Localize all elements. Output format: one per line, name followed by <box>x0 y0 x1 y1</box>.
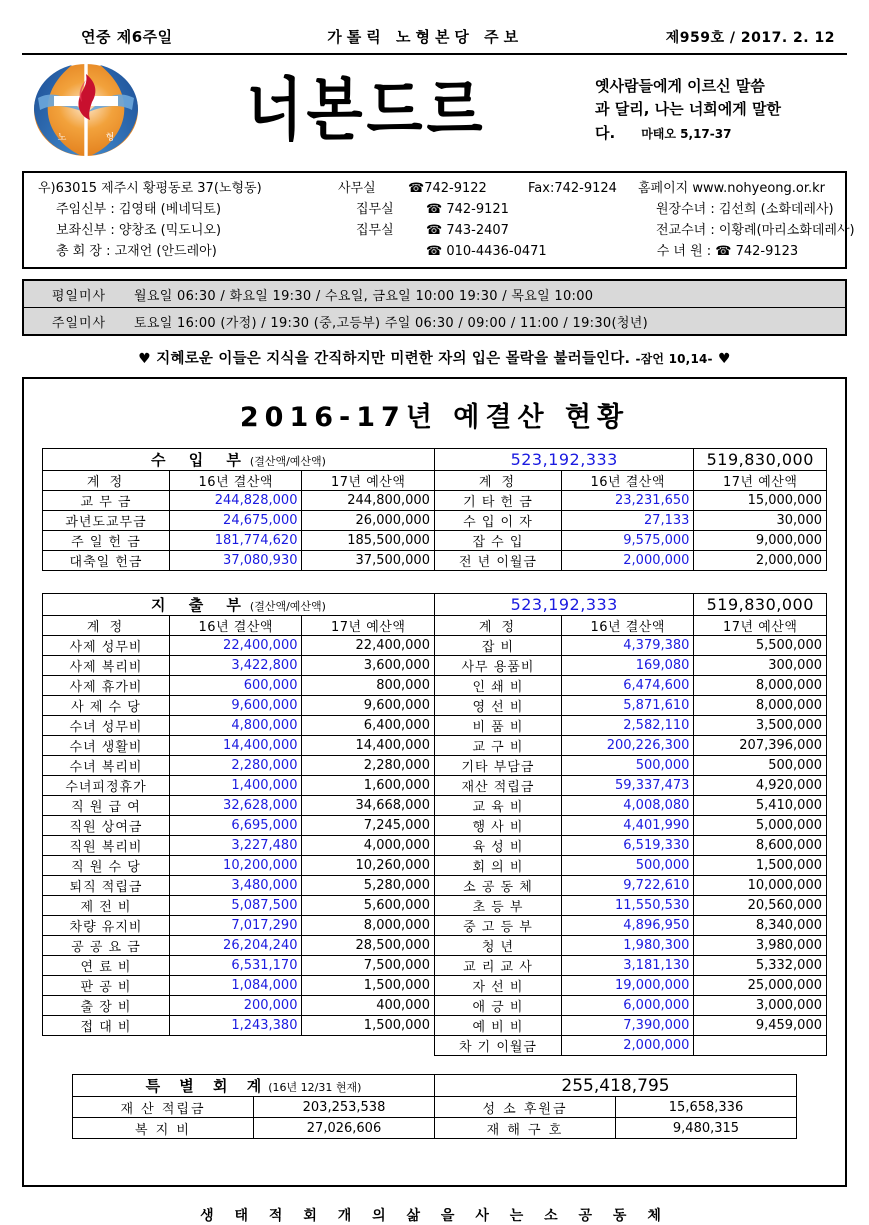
mass-schedule-box <box>22 279 847 336</box>
expense-title-text: 지 출 부 <box>151 596 250 615</box>
office-fax: Fax:742-9124 <box>528 181 617 196</box>
expense-budget-value: 1,600,000 <box>302 776 434 796</box>
expense-settlement-value: 14,400,000 <box>170 736 302 756</box>
table-row <box>43 836 827 856</box>
income-budget-value: 26,000,000 <box>302 511 434 531</box>
special-account-name: 복 지 비 <box>73 1118 254 1139</box>
office-phone-1: ☎742-9122 <box>408 181 487 196</box>
contact-row <box>28 220 855 241</box>
expense-budget-value: 5,410,000 <box>694 796 827 816</box>
special-account-value: 9,480,315 <box>616 1118 797 1139</box>
spacer-cell <box>547 241 657 262</box>
income-account-name: 수 입 이 자 <box>434 511 561 531</box>
table-row <box>43 636 827 656</box>
expense-account-name: 공 공 요 금 <box>43 936 170 956</box>
expense-budget-value: 5,332,000 <box>694 956 827 976</box>
expense-budget-value: 10,000,000 <box>694 876 827 896</box>
mobile-phone: ☎ 010-4436-0471 <box>426 244 547 260</box>
logo-container <box>24 62 148 158</box>
expense-settlement-value: 7,390,000 <box>561 1016 693 1036</box>
expense-settlement-value: 2,280,000 <box>170 756 302 776</box>
office-label-1: 사무실 <box>338 181 376 196</box>
expense-account-name: 출 장 비 <box>43 996 170 1016</box>
income-account-name: 기 타 헌 금 <box>434 491 561 511</box>
associate-pastor-name: 보좌신부 : 양창조 (믹도니오) <box>56 223 222 239</box>
table-row <box>43 876 827 896</box>
expense-title-note: (결산액/예산액) <box>249 600 326 614</box>
weekday-mass-label: 평일미사 <box>51 288 107 304</box>
expense-account-name: 교 구 비 <box>434 736 561 756</box>
contact-row <box>28 178 841 199</box>
expense-account-name: 육 성 비 <box>434 836 561 856</box>
special-account-name: 성 소 후원금 <box>435 1097 616 1118</box>
expense-budget-value: 3,600,000 <box>302 656 434 676</box>
expense-account-name: 중 고 등 부 <box>434 916 561 936</box>
contact-row <box>28 241 841 262</box>
finance-title: 2016-17년 예결산 현황 <box>239 402 630 434</box>
table-row <box>73 1097 797 1118</box>
special-account-table <box>72 1074 797 1139</box>
expense-account-name: 수녀 성무비 <box>43 716 170 736</box>
council-president-name: 총 회 장 : 고재언 (안드레아) <box>56 244 217 260</box>
expense-settlement-value: 11,550,530 <box>561 896 693 916</box>
income-settlement-value: 244,828,000 <box>170 491 302 511</box>
income-settlement-value: 9,575,000 <box>561 531 693 551</box>
parish-emblem-icon <box>32 62 140 158</box>
income-column-header-row <box>43 471 827 491</box>
expense-settlement-value: 6,000,000 <box>561 996 693 1016</box>
table-row <box>43 716 827 736</box>
table-row <box>43 1016 827 1036</box>
expense-budget-value: 3,500,000 <box>694 716 827 736</box>
expense-header-account-left: 계 정 <box>43 616 170 636</box>
table-row <box>43 676 827 696</box>
expense-account-name: 청 년 <box>434 936 561 956</box>
issue-and-date: 제959호 / 2017. 2. 12 <box>665 30 835 46</box>
expense-settlement-value: 200,226,300 <box>561 736 693 756</box>
income-header-budget-left: 17년 예산액 <box>302 471 434 491</box>
income-total-budget: 519,830,000 <box>694 449 827 471</box>
table-row <box>73 1118 797 1139</box>
income-header-account-left: 계 정 <box>43 471 170 491</box>
expense-header-account-right: 계 정 <box>434 616 561 636</box>
income-settlement-value: 27,133 <box>561 511 693 531</box>
expense-account-name <box>43 1036 170 1056</box>
expense-account-name: 소 공 동 체 <box>434 876 561 896</box>
expense-settlement-value: 4,379,380 <box>561 636 693 656</box>
expense-budget-value: 5,000,000 <box>694 816 827 836</box>
expense-budget-value: 14,400,000 <box>302 736 434 756</box>
expense-budget-value <box>302 1036 434 1056</box>
expense-settlement-value <box>170 1036 302 1056</box>
expense-budget-value: 207,396,000 <box>694 736 827 756</box>
expense-account-name: 영 선 비 <box>434 696 561 716</box>
expense-settlement-value: 9,722,610 <box>561 876 693 896</box>
table-row <box>43 756 827 776</box>
pastor-name: 주임신부 : 김영태 (베네딕토) <box>56 202 222 218</box>
expense-settlement-value: 7,017,290 <box>170 916 302 936</box>
expense-settlement-value: 59,337,473 <box>561 776 693 796</box>
expense-budget-value: 9,459,000 <box>694 1016 827 1036</box>
expense-budget-value: 3,980,000 <box>694 936 827 956</box>
proverb-text: 지혜로운 이들은 지식을 간직하지만 미련한 자의 입은 몰락을 불러들인다. <box>156 351 631 368</box>
weekday-mass-times: 월요일 06:30 / 화요일 19:30 / 수요일, 금요일 10:00 19:30 / 목요일 10:00 <box>134 288 594 304</box>
table-row <box>43 776 827 796</box>
expense-settlement-value: 6,519,330 <box>561 836 693 856</box>
contact-box <box>22 171 855 269</box>
heart-icon-right: ♥ <box>717 351 731 368</box>
expense-budget-value: 1,500,000 <box>302 1016 434 1036</box>
expense-budget-value: 7,245,000 <box>302 816 434 836</box>
expense-budget-value: 22,400,000 <box>302 636 434 656</box>
income-settlement-value: 24,675,000 <box>170 511 302 531</box>
table-row <box>43 551 827 571</box>
income-account-name: 주 일 헌 금 <box>43 531 170 551</box>
income-budget-value: 30,000 <box>694 511 827 531</box>
expense-budget-value: 34,668,000 <box>302 796 434 816</box>
expense-settlement-value: 6,695,000 <box>170 816 302 836</box>
expense-account-name: 직원 상여금 <box>43 816 170 836</box>
table-row <box>43 996 827 1016</box>
expense-budget-value: 8,600,000 <box>694 836 827 856</box>
income-settlement-value: 23,231,650 <box>561 491 693 511</box>
income-table <box>42 448 827 571</box>
verse-line-2: 과 달리, 나는 너희에게 말한 <box>595 100 781 119</box>
expense-account-name: 사제 성무비 <box>43 636 170 656</box>
expense-section-header-row <box>43 594 827 616</box>
expense-budget-value: 9,600,000 <box>302 696 434 716</box>
expense-account-name: 사제 휴가비 <box>43 676 170 696</box>
expense-settlement-value: 1,980,300 <box>561 936 693 956</box>
expense-budget-value: 6,400,000 <box>302 716 434 736</box>
sunday-mass-label: 주일미사 <box>51 315 107 331</box>
table-row <box>43 856 827 876</box>
expense-account-name: 회 의 비 <box>434 856 561 876</box>
expense-account-name: 비 품 비 <box>434 716 561 736</box>
expense-account-name: 수녀피정휴가 <box>43 776 170 796</box>
sunday-mass-times: 토요일 16:00 (가정) / 19:30 (중,고등부) 주일 06:30 / 09:00 / 11:00 / 19:30(청년) <box>134 315 648 331</box>
expense-account-name: 교 육 비 <box>434 796 561 816</box>
special-account-value: 203,253,538 <box>254 1097 435 1118</box>
expense-account-name: 직 원 급 여 <box>43 796 170 816</box>
expense-account-name: 사무 용품비 <box>434 656 561 676</box>
table-row <box>43 491 827 511</box>
parish-address: 우)63015 제주시 황평동로 37(노형동) <box>38 181 262 196</box>
expense-settlement-value: 3,480,000 <box>170 876 302 896</box>
expense-budget-value: 5,280,000 <box>302 876 434 896</box>
office-label-2: 집무실 <box>356 202 394 218</box>
expense-account-name: 자 선 비 <box>434 976 561 996</box>
table-row <box>43 531 827 551</box>
expense-settlement-value: 1,243,380 <box>170 1016 302 1036</box>
income-header-budget-right: 17년 예산액 <box>694 471 827 491</box>
income-header-settlement-right: 16년 결산액 <box>561 471 693 491</box>
expense-settlement-value: 10,200,000 <box>170 856 302 876</box>
table-row <box>43 976 827 996</box>
income-settlement-value: 2,000,000 <box>561 551 693 571</box>
expense-account-name: 제 전 비 <box>43 896 170 916</box>
expense-table <box>42 593 827 1056</box>
expense-budget-value: 3,000,000 <box>694 996 827 1016</box>
special-account-title <box>73 1075 435 1097</box>
table-row <box>43 1036 827 1056</box>
income-section-title <box>43 449 435 471</box>
expense-budget-value: 1,500,000 <box>694 856 827 876</box>
expense-account-name: 수녀 생활비 <box>43 736 170 756</box>
expense-total-budget: 519,830,000 <box>694 594 827 616</box>
special-title-text: 특 별 회 계 <box>145 1077 269 1096</box>
income-account-name: 교 무 금 <box>43 491 170 511</box>
expense-account-name: 수녀 복리비 <box>43 756 170 776</box>
expense-budget-value: 4,920,000 <box>694 776 827 796</box>
expense-settlement-value: 5,871,610 <box>561 696 693 716</box>
proverb-line <box>0 347 869 368</box>
expense-settlement-value: 9,600,000 <box>170 696 302 716</box>
verse-line-3: 다. <box>595 123 616 142</box>
expense-settlement-value: 169,080 <box>561 656 693 676</box>
expense-account-name: 교 리 교 사 <box>434 956 561 976</box>
expense-account-name: 애 긍 비 <box>434 996 561 1016</box>
expense-settlement-value: 4,800,000 <box>170 716 302 736</box>
expense-settlement-value: 3,227,480 <box>170 836 302 856</box>
heart-icon-left: ♥ <box>138 351 152 368</box>
expense-account-name: 잡 비 <box>434 636 561 656</box>
expense-section-title <box>43 594 435 616</box>
special-header-row <box>73 1075 797 1097</box>
expense-budget-value: 500,000 <box>694 756 827 776</box>
special-title-note: (16년 12/31 현재) <box>268 1081 362 1095</box>
bulletin-title-container <box>148 69 595 151</box>
expense-account-name: 퇴직 적립금 <box>43 876 170 896</box>
expense-account-name: 차량 유지비 <box>43 916 170 936</box>
income-settlement-value: 37,080,930 <box>170 551 302 571</box>
expense-account-name: 판 공 비 <box>43 976 170 996</box>
expense-settlement-value: 1,400,000 <box>170 776 302 796</box>
expense-total-settlement: 523,192,333 <box>434 594 693 616</box>
expense-account-name: 직원 복리비 <box>43 836 170 856</box>
contact-row <box>28 199 841 220</box>
income-header-account-right: 계 정 <box>434 471 561 491</box>
verse-line-1: 옛사람들에게 이르신 말씀 <box>595 77 765 96</box>
office-phone-3: ☎ 743-2407 <box>426 223 509 239</box>
proverb-reference: -잠언 10,14- <box>635 352 713 367</box>
income-budget-value: 37,500,000 <box>302 551 434 571</box>
table-row <box>43 656 827 676</box>
expense-budget-value: 25,000,000 <box>694 976 827 996</box>
table-row <box>43 511 827 531</box>
brand-band <box>0 55 869 163</box>
expense-account-name: 초 등 부 <box>434 896 561 916</box>
homepage-url[interactable]: 홈페이지 www.nohyeong.or.kr <box>638 181 826 196</box>
page-footer: 생 태 적 회 개 의 삶 을 사 는 소 공 동 체 <box>200 1208 669 1225</box>
expense-budget-value: 300,000 <box>694 656 827 676</box>
income-account-name: 과년도교무금 <box>43 511 170 531</box>
logo-char-right: 형 <box>105 133 115 143</box>
expense-settlement-value: 500,000 <box>561 856 693 876</box>
special-account-name: 재 해 구 호 <box>435 1118 616 1139</box>
expense-settlement-value: 3,181,130 <box>561 956 693 976</box>
table-row <box>43 936 827 956</box>
income-title-note: (결산액/예산액) <box>249 455 326 469</box>
finance-box <box>22 377 847 1187</box>
special-account-wrap <box>72 1074 797 1139</box>
income-account-name: 대축일 헌금 <box>43 551 170 571</box>
office-label-3: 집무실 <box>356 223 394 239</box>
table-row <box>43 696 827 716</box>
spacer-cell <box>546 199 656 220</box>
table-row <box>43 796 827 816</box>
expense-budget-value: 8,340,000 <box>694 916 827 936</box>
table-row <box>43 736 827 756</box>
expense-account-name: 재산 적립금 <box>434 776 561 796</box>
expense-account-name: 행 사 비 <box>434 816 561 836</box>
expense-account-name: 연 료 비 <box>43 956 170 976</box>
expense-header-settlement-right: 16년 결산액 <box>561 616 693 636</box>
expense-budget-value: 5,500,000 <box>694 636 827 656</box>
income-total-settlement: 523,192,333 <box>434 449 693 471</box>
spacer-cell <box>546 220 656 241</box>
special-total: 255,418,795 <box>435 1075 797 1097</box>
expense-settlement-value: 1,084,000 <box>170 976 302 996</box>
verse-reference: 마태오 5,17-37 <box>641 126 732 141</box>
income-budget-value: 185,500,000 <box>302 531 434 551</box>
expense-column-header-row <box>43 616 827 636</box>
expense-settlement-value: 4,008,080 <box>561 796 693 816</box>
expense-budget-value <box>694 1036 827 1056</box>
sunday-mass-row <box>24 308 845 334</box>
office-phone-2: ☎ 742-9121 <box>426 202 509 218</box>
expense-account-name: 사제 복리비 <box>43 656 170 676</box>
bulletin-title: 너본드르 <box>246 69 487 151</box>
income-budget-value: 9,000,000 <box>694 531 827 551</box>
income-settlement-value: 181,774,620 <box>170 531 302 551</box>
expense-account-name: 접 대 비 <box>43 1016 170 1036</box>
expense-budget-value: 10,260,000 <box>302 856 434 876</box>
expense-account-name: 직 원 수 당 <box>43 856 170 876</box>
expense-budget-value: 20,560,000 <box>694 896 827 916</box>
mission-sister: 전교수녀 : 이황례(마리소화데레사) <box>656 223 855 239</box>
income-title-text: 수 입 부 <box>151 451 250 470</box>
table-row <box>43 916 827 936</box>
expense-settlement-value: 500,000 <box>561 756 693 776</box>
expense-header-budget-right: 17년 예산액 <box>694 616 827 636</box>
expense-account-name: 사 제 수 당 <box>43 696 170 716</box>
special-account-value: 15,658,336 <box>616 1097 797 1118</box>
expense-budget-value: 8,000,000 <box>694 696 827 716</box>
expense-account-name: 차 기 이월금 <box>434 1036 561 1056</box>
table-row <box>43 956 827 976</box>
superior-sister: 원장수녀 : 김선희 (소화데레사) <box>656 202 834 218</box>
liturgical-day: 연중 제6주일 <box>81 28 173 46</box>
expense-settlement-value: 6,531,170 <box>170 956 302 976</box>
expense-header-budget-left: 17년 예산액 <box>302 616 434 636</box>
expense-settlement-value: 19,000,000 <box>561 976 693 996</box>
expense-budget-value: 7,500,000 <box>302 956 434 976</box>
expense-budget-value: 4,000,000 <box>302 836 434 856</box>
weekday-mass-row <box>24 281 845 308</box>
expense-account-name: 예 비 비 <box>434 1016 561 1036</box>
expense-settlement-value: 600,000 <box>170 676 302 696</box>
bulletin-name: 가톨릭 노형본당 주보 <box>327 28 524 46</box>
convent-phone: 수 녀 원 : ☎ 742-9123 <box>656 244 799 260</box>
expense-settlement-value: 2,000,000 <box>561 1036 693 1056</box>
expense-settlement-value: 6,474,600 <box>561 676 693 696</box>
expense-budget-value: 8,000,000 <box>694 676 827 696</box>
expense-settlement-value: 5,087,500 <box>170 896 302 916</box>
income-section-header-row <box>43 449 827 471</box>
expense-settlement-value: 200,000 <box>170 996 302 1016</box>
expense-budget-value: 5,600,000 <box>302 896 434 916</box>
expense-budget-value: 800,000 <box>302 676 434 696</box>
office-label-4 <box>356 241 426 262</box>
expense-account-name: 인 쇄 비 <box>434 676 561 696</box>
expense-budget-value: 8,000,000 <box>302 916 434 936</box>
income-budget-value: 15,000,000 <box>694 491 827 511</box>
income-header-settlement-left: 16년 결산액 <box>170 471 302 491</box>
expense-budget-value: 1,500,000 <box>302 976 434 996</box>
expense-settlement-value: 26,204,240 <box>170 936 302 956</box>
masthead <box>0 0 869 47</box>
expense-budget-value: 2,280,000 <box>302 756 434 776</box>
expense-settlement-value: 2,582,110 <box>561 716 693 736</box>
expense-settlement-value: 32,628,000 <box>170 796 302 816</box>
income-budget-value: 2,000,000 <box>694 551 827 571</box>
expense-settlement-value: 4,896,950 <box>561 916 693 936</box>
gospel-verse <box>595 75 845 145</box>
expense-budget-value: 400,000 <box>302 996 434 1016</box>
expense-budget-value: 28,500,000 <box>302 936 434 956</box>
expense-header-settlement-left: 16년 결산액 <box>170 616 302 636</box>
income-budget-value: 244,800,000 <box>302 491 434 511</box>
table-row <box>43 816 827 836</box>
expense-settlement-value: 22,400,000 <box>170 636 302 656</box>
expense-settlement-value: 4,401,990 <box>561 816 693 836</box>
expense-account-name: 기타 부담금 <box>434 756 561 776</box>
expense-settlement-value: 3,422,800 <box>170 656 302 676</box>
logo-char-left: 노 <box>57 133 67 143</box>
special-account-name: 재 산 적립금 <box>73 1097 254 1118</box>
special-account-value: 27,026,606 <box>254 1118 435 1139</box>
income-account-name: 잡 수 입 <box>434 531 561 551</box>
income-account-name: 전 년 이월금 <box>434 551 561 571</box>
table-row <box>43 896 827 916</box>
